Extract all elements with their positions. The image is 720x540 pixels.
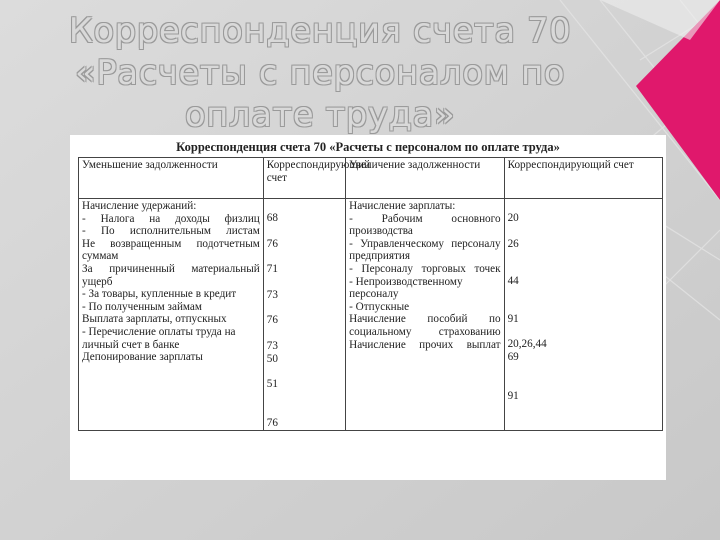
account-number: 50: [266, 352, 278, 365]
account-number: 91: [507, 312, 519, 325]
header-corr-account-2: Корреспондирующий счет: [504, 158, 662, 199]
list-item: - По полученным займам: [82, 300, 202, 313]
increase-cell: [346, 199, 504, 431]
account-number: 20,26,44: [507, 338, 547, 351]
account-number: 76: [266, 416, 278, 429]
accounts-table-image: [70, 135, 666, 480]
account-number: 71: [266, 263, 278, 276]
header-decrease: Уменьшение задолженности: [79, 158, 264, 199]
list-item: - Управленческому персоналу предприятия: [349, 237, 501, 263]
slide-title: Корреспонденция счета 70 «Расчеты с персоналом по оплате труда»: [68, 11, 572, 135]
list-item: Не возвращенным подотчетным суммам: [82, 237, 260, 263]
list-item: Депонирование зарплаты: [82, 351, 203, 364]
list-item: Начисление удержаний:: [82, 200, 197, 212]
table-row: [79, 199, 663, 431]
account-number: 91: [507, 389, 519, 402]
list-item: Начисление прочих выплат: [349, 338, 501, 351]
list-item: - По исполнительным листам: [82, 225, 260, 238]
list-item: - Рабочим основного производства: [349, 212, 501, 238]
header-corr-account-1: Корреспондирующий счет: [263, 158, 345, 199]
account-number: 69: [507, 350, 519, 363]
list-item: - За товары, купленные в кредит: [82, 288, 237, 301]
account-number: 51: [266, 378, 278, 391]
account-number: 26: [507, 237, 519, 250]
list-item: - Отпускные: [349, 300, 410, 313]
list-item: Начисление зарплаты:: [349, 200, 456, 212]
table-caption: Корреспонденция счета 70 «Расчеты с персоналом по оплате труда»: [176, 140, 560, 154]
account-number: 68: [266, 212, 278, 224]
header-increase: Увеличение задолженности: [346, 158, 504, 199]
table-header-row: [79, 158, 663, 199]
list-item: - Перечисление оплаты труда на личный счет в банке: [82, 325, 236, 351]
list-item: Выплата зарплаты, отпускных: [82, 313, 227, 326]
account-number: 76: [266, 314, 278, 327]
account-number: 20: [507, 212, 519, 224]
correspondence-table: [78, 157, 663, 431]
list-item: - Персоналу торговых точек: [349, 262, 501, 275]
corr-account-cell-2: [504, 199, 662, 431]
account-number: 73: [266, 339, 278, 352]
account-number: 44: [507, 275, 519, 288]
list-item: За причиненный материальный ущерб: [82, 262, 260, 288]
account-number: 76: [266, 237, 278, 250]
corr-account-cell-1: [263, 199, 345, 431]
list-item: - Непроизводственному персоналу: [349, 275, 463, 301]
list-item: - Налога на доходы физлиц: [82, 212, 260, 225]
decrease-cell: [79, 199, 264, 431]
list-item: Начисление пособий по социальному страхованию: [349, 313, 501, 338]
account-number: 73: [266, 288, 278, 301]
